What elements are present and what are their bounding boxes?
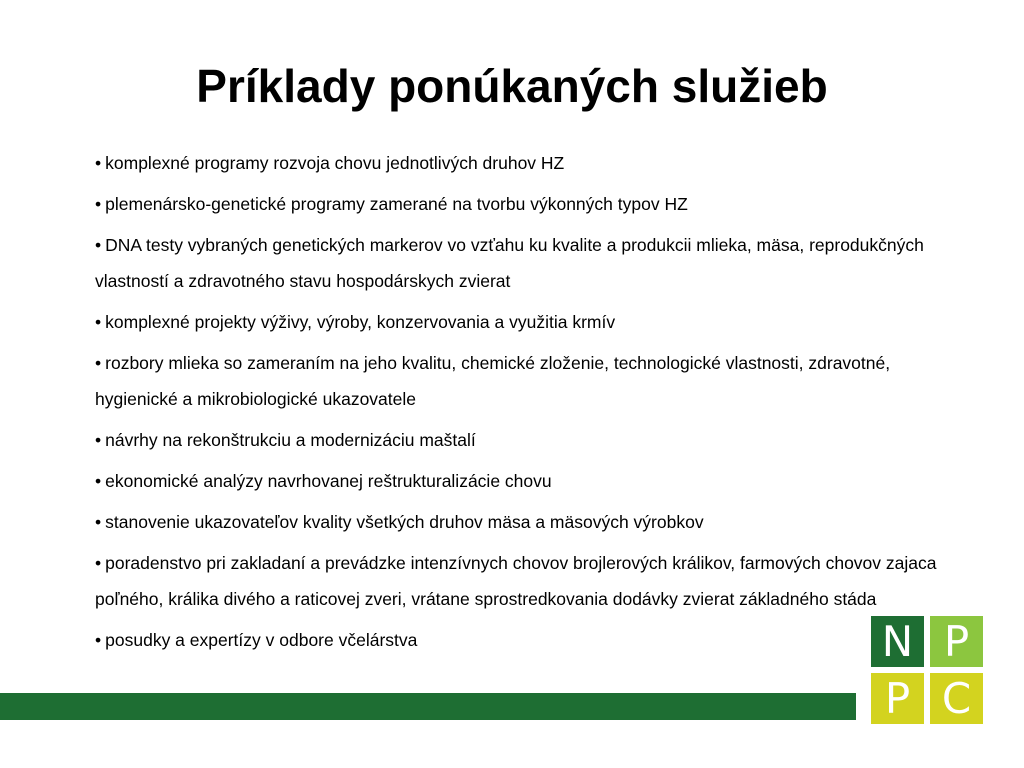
bullet-list [95, 145, 940, 663]
logo-cell-p-top: P [930, 616, 983, 667]
bullet-text: návrhy na rekonštrukciu a modernizáciu maštalí [105, 430, 476, 450]
bullet-text: posudky a expertízy v odbore včelárstva [105, 630, 418, 650]
footer-green-bar [0, 693, 856, 720]
bullet-mark: • [95, 235, 102, 255]
bullet-item [95, 186, 940, 222]
bullet-item [95, 422, 940, 458]
slide-title: Príklady ponúkaných služieb [196, 60, 828, 112]
bullet-mark: • [95, 430, 102, 450]
nppc-logo [871, 616, 983, 724]
logo-cell-n: N [871, 616, 924, 667]
bullet-item [95, 304, 940, 340]
bullet-item [95, 227, 940, 299]
bullet-text: komplexné projekty výživy, výroby, konzervovania a využitia krmív [105, 312, 616, 332]
bullet-text: poradenstvo pri zakladaní a prevádzke intenzívnych chovov brojlerových králikov, farmových chovov zajaca poľného, králika divého a raticovej zveri, vrátane sprostredkovania dodávky zvierat základného stáda [95, 553, 937, 609]
bullet-item [95, 463, 940, 499]
bullet-text: plemenársko-genetické programy zamerané na tvorbu výkonných typov HZ [105, 194, 688, 214]
bullet-item [95, 545, 940, 617]
bullet-mark: • [95, 512, 102, 532]
bullet-text: ekonomické analýzy navrhovanej reštrukturalizácie chovu [105, 471, 552, 491]
bullet-item [95, 145, 940, 181]
bullet-text: stanovenie ukazovateľov kvality všetkých druhov mäsa a mäsových výrobkov [105, 512, 704, 532]
bullet-mark: • [95, 553, 102, 573]
bullet-item [95, 622, 940, 658]
bullet-mark: • [95, 153, 102, 173]
bullet-mark: • [95, 312, 102, 332]
bullet-mark: • [95, 353, 102, 373]
logo-cell-c: C [930, 673, 983, 724]
bullet-item [95, 345, 940, 417]
bullet-text: komplexné programy rozvoja chovu jednotlivých druhov HZ [105, 153, 565, 173]
bullet-mark: • [95, 630, 102, 650]
bullet-mark: • [95, 471, 102, 491]
bullet-text: rozbory mlieka so zameraním na jeho kvalitu, chemické zloženie, technologické vlastnosti, zdravotné, hygienické a mikrobiologické ukazovatele [95, 353, 891, 409]
bullet-mark: • [95, 194, 102, 214]
bullet-text: DNA testy vybraných genetických markerov vo vzťahu ku kvalite a produkcii mlieka, mäsa, reprodukčných vlastností a zdravotného stavu hospodárskych zvierat [95, 235, 924, 291]
logo-cell-p-bottom: P [871, 673, 924, 724]
bullet-item [95, 504, 940, 540]
